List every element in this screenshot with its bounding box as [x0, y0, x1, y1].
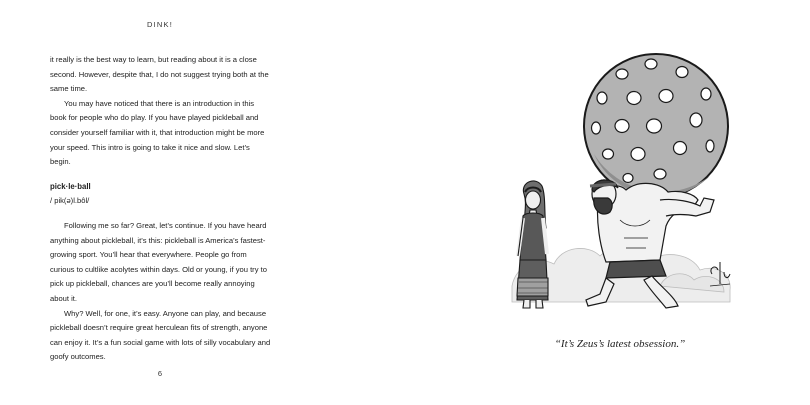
- dictionary-pronunciation: / pik(ə)l.bôl/: [50, 196, 90, 206]
- page-number: 6: [157, 369, 163, 378]
- paragraph: it really is the best way to learn, but reading about it is a close second. However, despite that, I do not suggest trying both at the same time.: [50, 55, 269, 94]
- cartoon-illustration: [510, 50, 735, 315]
- body-text: [50, 53, 272, 365]
- paragraph: Following me so far? Great, let’s continue. If you have heard anything about pickleball, it’s this: pickleball is America’s fastest-growing sport. You’ll hear that everywhere. People go from curious to cultlike acolytes within days. Old or young, if you try to pick up pickleball, chances are you’ll become really annoying about it.: [50, 220, 267, 303]
- dictionary-entry: [50, 180, 272, 209]
- dictionary-headword: pick·le·ball: [50, 181, 91, 191]
- paragraph: Why? Well, for one, it’s easy. Anyone can play, and because pickleball doesn’t require great herculean fits of strength, anyone can enjoy it. It’s a fun social game with lots of silly vocabulary and goofy outcomes.: [50, 308, 271, 362]
- pickleball-icon: [584, 54, 728, 198]
- cartoon-caption: “It’s Zeus’s latest obsession.”: [554, 338, 686, 350]
- running-head: DINK!: [146, 20, 173, 29]
- woman-figure: [517, 181, 548, 308]
- paragraph: You may have noticed that there is an introduction in this book for people who do play. If you have played pickleball and consider yourself familiar with it, that introduction might be more your speed. This intro is going to take it nice and slow. Let’s begin.: [50, 98, 265, 167]
